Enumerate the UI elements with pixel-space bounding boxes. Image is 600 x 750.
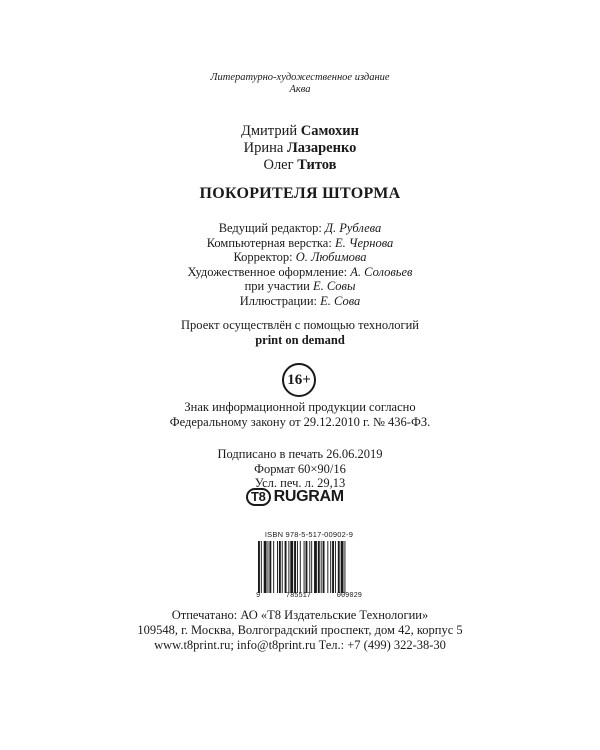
- credit-line: при участии Е. Совы: [244, 279, 356, 293]
- paper-format: Формат 60×90/16: [254, 461, 346, 476]
- barcode-digit-group: 009029: [336, 592, 362, 600]
- credit-line: Компьютерная верстка: Е. Чернова: [206, 235, 394, 250]
- printer-address: 109548, г. Москва, Волгоградский проспект, дом 42, корпус 5: [137, 623, 463, 637]
- barcode-digits: [254, 592, 364, 600]
- law-line: Федеральному закону от 29.12.2010 г. № 436-ФЗ.: [169, 414, 431, 429]
- pod-note: [0, 318, 600, 347]
- isbn-label: ISBN 978-5-517-00902-9: [264, 530, 354, 539]
- print-sheets: Усл. печ. л. 29,13: [254, 476, 346, 490]
- series-info: [0, 72, 600, 96]
- pod-line-bold: print on demand: [255, 332, 345, 347]
- series-type: Литературно-художественное издание: [210, 72, 390, 83]
- barcode-digit-group: 785517: [285, 592, 312, 600]
- pod-line: Проект осуществлён с помощью технологий: [181, 318, 419, 332]
- author: Дмитрий Самохин: [240, 123, 359, 139]
- law-note: [0, 400, 600, 429]
- age-rating-badge: 16+: [282, 363, 316, 397]
- series-name: Аква: [289, 84, 311, 95]
- printer-info: [0, 608, 600, 653]
- signed-date: Подписано в печать 26.06.2019: [217, 447, 383, 461]
- author: Олег Титов: [263, 157, 337, 173]
- author: Ирина Лазаренко: [243, 140, 357, 156]
- printer-name: Отпечатано: АО «Т8 Издательские Технологии»: [171, 608, 429, 622]
- credit-line: Корректор: О. Любимова: [233, 250, 367, 264]
- logo-text: RUGRAM: [273, 488, 344, 505]
- credit-line: Иллюстрации: Е. Сова: [239, 293, 361, 308]
- law-line: Знак информационной продукции согласно: [184, 400, 416, 414]
- printer-contacts: www.t8print.ru; info@t8print.ru Тел.: +7 (499) 322-38-30: [154, 638, 446, 652]
- rugram-logo: [246, 488, 344, 506]
- barcode-digit-lead: 9: [256, 592, 261, 600]
- print-info: [0, 447, 600, 491]
- t8-logo-icon: T8: [246, 488, 271, 506]
- barcode-block: [254, 530, 364, 600]
- book-title: ПОКОРИТЕЛЯ ШТОРМА: [199, 185, 401, 202]
- credit-line: Ведущий редактор: Д. Рублева: [218, 221, 382, 235]
- credits-block: [0, 221, 600, 308]
- barcode-icon: [254, 541, 364, 593]
- authors-block: [0, 123, 600, 174]
- credit-line: Художественное оформление: А. Соловьев: [187, 264, 413, 279]
